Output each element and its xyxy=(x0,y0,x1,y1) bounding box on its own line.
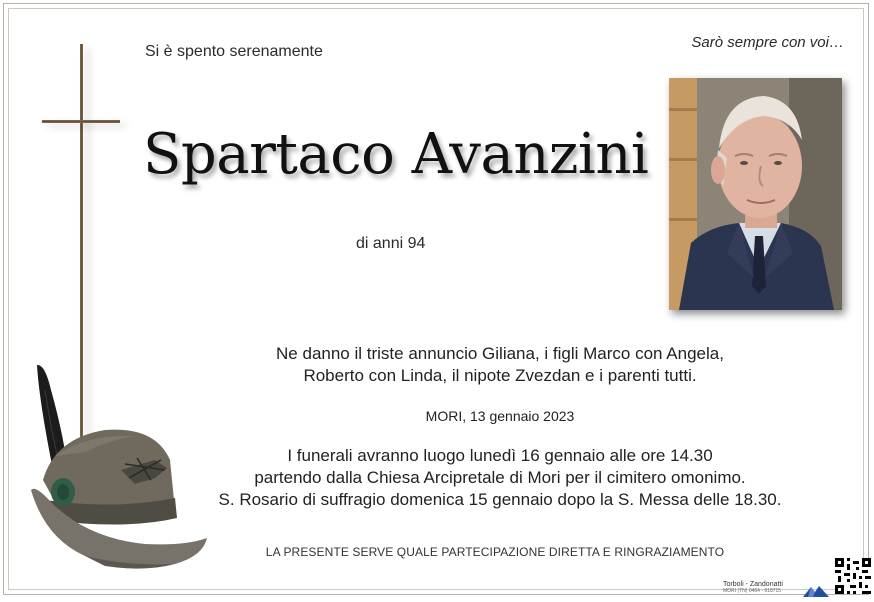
funeral-line: I funerali avranno luogo lunedì 16 gennaio alle ore 14.30 xyxy=(287,446,713,465)
participation-note: LA PRESENTE SERVE QUALE PARTECIPAZIONE DIRETTA E RINGRAZIAMENTO xyxy=(265,545,725,559)
agency-logo-icon xyxy=(803,584,829,596)
agency-details: MORI (TN) 0464 - 918715 xyxy=(723,588,782,594)
alpine-hat-icon xyxy=(25,360,215,575)
agency-name xyxy=(723,581,801,595)
quote-text: Sarò sempre con voi… xyxy=(691,34,844,51)
announcement-line: Roberto con Linda, il nipote Zvezdan e i parenti tutti. xyxy=(303,366,697,385)
funeral-line: S. Rosario di suffragio domenica 15 gennaio dopo la S. Messa delle 18.30. xyxy=(218,490,782,509)
qr-code-icon[interactable] xyxy=(835,558,871,594)
funeral-line: partendo dalla Chiesa Arcipretale di Mori per il cimitero omonimo. xyxy=(254,468,746,487)
funeral-details xyxy=(180,445,820,511)
announcement xyxy=(200,343,800,387)
agency-title: Torboli - Zandonatti xyxy=(723,581,783,588)
announcement-line: Ne danno il triste annuncio Giliana, i figli Marco con Angela, xyxy=(276,344,724,363)
intro-text: Si è spento serenamente xyxy=(145,43,323,60)
deceased-name: Spartaco Avanzini xyxy=(143,122,649,187)
portrait-photo xyxy=(669,78,842,310)
place-date: MORI, 13 gennaio 2023 xyxy=(425,408,575,424)
age-text: di anni 94 xyxy=(356,235,426,252)
